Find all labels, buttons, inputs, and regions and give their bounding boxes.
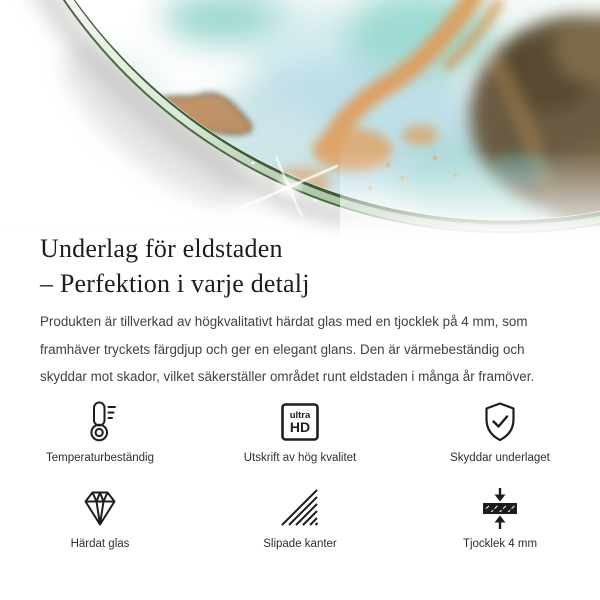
- svg-text:ultra: ultra: [289, 410, 311, 421]
- feature-print-quality: [200, 398, 400, 464]
- feature-label: Slipade kanter: [263, 538, 337, 550]
- product-description: Produkten är tillverkad av högkvalitativt härdat glas med en tjocklek på 4 mm, som framhäver tryckets färgdjup och ger en elegant glans. Den är värmebeständig och skyddar mot skador, vilket säkerställer området runt eldstaden i många år framöver.: [40, 314, 535, 384]
- feature-tempered-glass: [0, 484, 200, 550]
- feature-label: Skyddar underlaget: [450, 452, 550, 464]
- product-photo: [0, 0, 600, 246]
- ultra-hd-icon: [278, 398, 322, 446]
- page-title-line1: Underlag för eldstaden: [40, 234, 283, 263]
- svg-text:HD: HD: [289, 419, 311, 435]
- beveled-edge-icon: [278, 484, 322, 532]
- thickness-icon: [478, 484, 522, 532]
- feature-grid: [0, 398, 600, 550]
- feature-thickness: [400, 484, 600, 550]
- feature-temperature: [0, 398, 200, 464]
- feature-protects-floor: [400, 398, 600, 464]
- shield-check-icon: [478, 398, 522, 446]
- feature-label: Tjocklek 4 mm: [462, 538, 538, 550]
- feature-label: Temperaturbeständig: [45, 452, 155, 464]
- diamond-icon: [78, 484, 122, 532]
- feature-label: Härdat glas: [70, 538, 130, 550]
- page-title-line2: – Perfektion i varje detalj: [40, 269, 310, 298]
- feature-polished-edges: [200, 484, 400, 550]
- page-title: [40, 231, 310, 301]
- thermometer-icon: [78, 398, 122, 446]
- feature-label: Utskrift av hög kvalitet: [243, 452, 357, 464]
